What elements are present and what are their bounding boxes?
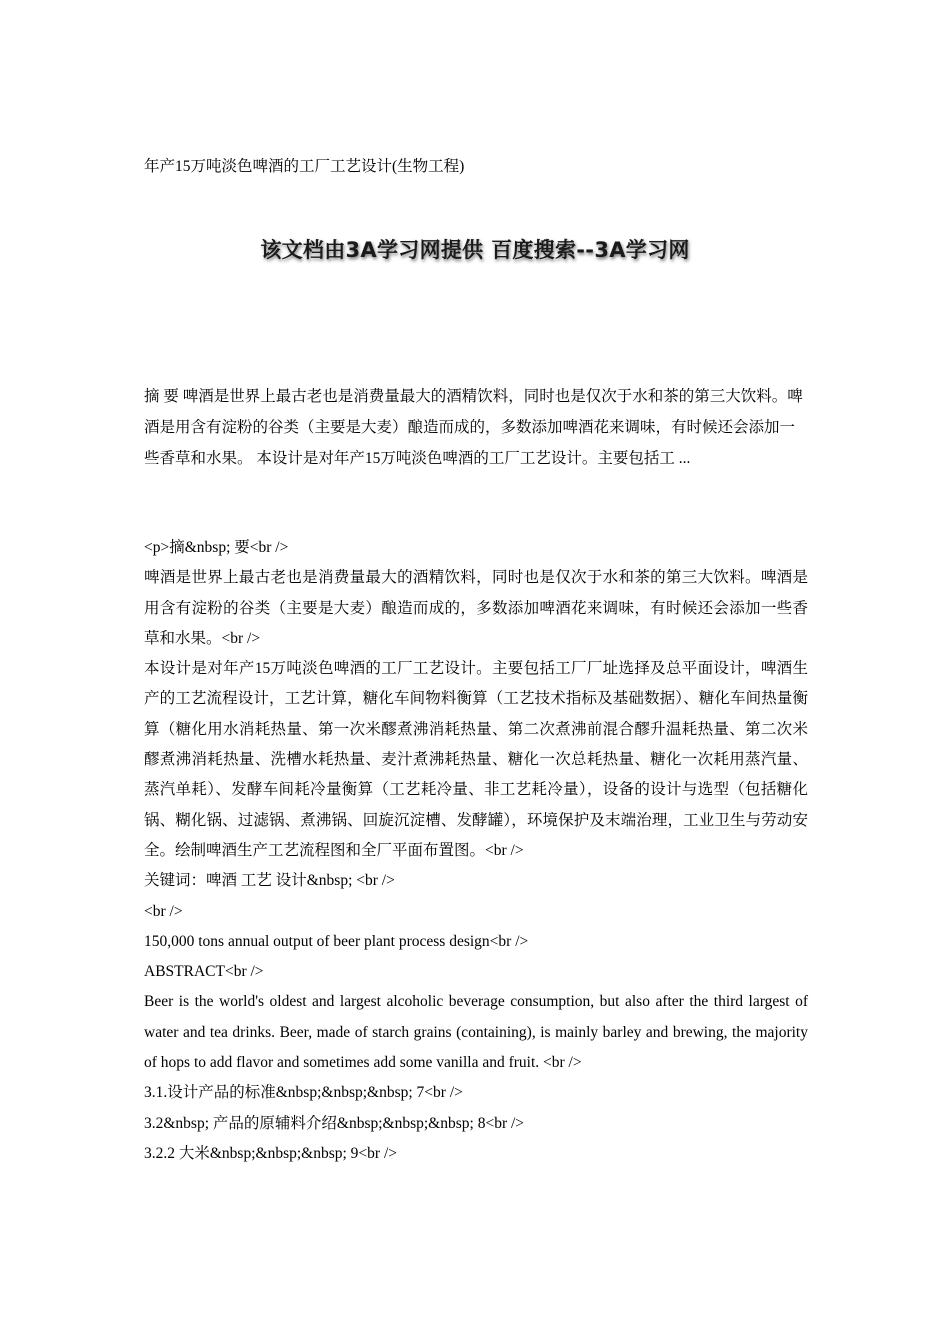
body-line-keywords: 关键词：啤酒 工艺 设计&nbsp; <br /> xyxy=(144,872,395,890)
toc-line-3-2: 3.2&nbsp; 产品的原辅料介绍&nbsp;&nbsp;&nbsp; 8<br /> xyxy=(144,1114,525,1132)
summary-paragraph: 摘 要 啤酒是世界上最古老也是消费量最大的酒精饮料，同时也是仅次于水和茶的第三大饮料。啤酒是用含有淀粉的谷类（主要是大麦）酿造而成的，多数添加啤酒花来调味，有时候还会添加一些香草和水果。 本设计是对年产15万吨淡色啤酒的工厂工艺设计。主要包括工 ... xyxy=(144,388,803,467)
body-line-break: <br /> xyxy=(144,902,183,920)
document-title: 年产15万吨淡色啤酒的工厂工艺设计(生物工程) xyxy=(144,158,465,175)
toc-line-3-1: 3.1.设计产品的标准&nbsp;&nbsp;&nbsp; 7<br /> xyxy=(144,1084,463,1102)
body-line-abstract-label: ABSTRACT<br /> xyxy=(144,963,264,981)
body-line-english-title: 150,000 tons annual output of beer plant process design<br /> xyxy=(144,932,529,950)
toc-line-3-2-2: 3.2.2 大米&nbsp;&nbsp;&nbsp; 9<br /> xyxy=(144,1144,398,1162)
body-paragraph-english: Beer is the world's oldest and largest alcoholic beverage consumption, but also after the third largest of water and tea drinks. Beer, made of starch grains (containing), is mainly barley and brewing, the majority of hops to add flavor and sometimes add some vanilla and fruit. <br /> xyxy=(144,993,808,1072)
body-line-abstract-heading: <p>摘&nbsp; 要<br /> xyxy=(144,539,289,556)
watermark-banner: 该文档由3A学习网提供 百度搜索--3A学习网 xyxy=(260,238,690,262)
body-paragraph-design: 本设计是对年产15万吨淡色啤酒的工厂工艺设计。主要包括工厂厂址选择及总平面设计，啤酒生产的工艺流程设计，工艺计算，糖化车间物料衡算（工艺技术指标及基础数据）、糖化车间热量衡算（糖化用水消耗热量、第一次米醪煮沸消耗热量、第二次煮沸前混合醪升温耗热量、第二次米醪煮沸消耗热量、洗槽水耗热量、麦汁煮沸耗热量、糖化一次总耗热量、糖化一次耗用蒸汽量、蒸汽单耗）、发酵车间耗冷量衡算（工艺耗冷量、非工艺耗冷量），设备的设计与选型（包括糖化锅、糊化锅、过滤锅、煮沸锅、回旋沉淀槽、发酵罐），环境保护及末端治理，工业卫生与劳动安全。绘制啤酒生产工艺流程图和全厂平面布置图。<br /> xyxy=(144,660,808,859)
document-body xyxy=(144,533,808,1169)
body-paragraph-intro: 啤酒是世界上最古老也是消费量最大的酒精饮料，同时也是仅次于水和茶的第三大饮料。啤酒是用含有淀粉的谷类（主要是大麦）酿造而成的，多数添加啤酒花来调味，有时候还会添加一些香草和水果。<br /> xyxy=(144,569,808,647)
